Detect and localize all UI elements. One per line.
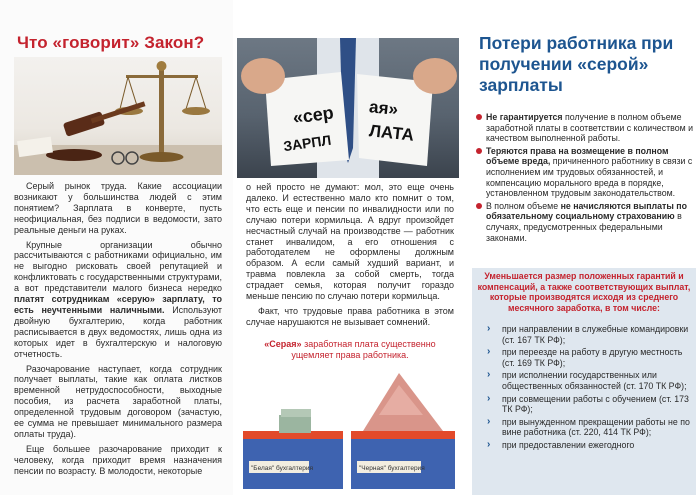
black-accounting-label: "Черная" бухгалтерия bbox=[359, 465, 425, 472]
law-paragraph-2: Крупные организации обычно рассчитываются с работниками официально, им не выгодно рисковать своей репутацией и конфликтовать с государственными структурами, а вот представители малого бизнеса нередко платят сотрудникам «серую» зарплату, то есть неучтенными наличными. Используют двойную бухгалтерию, когда работник расписывается в двух ведомостях, лишь одна из которых идет в бухгалтерскую и налоговую отчетность. bbox=[14, 239, 222, 359]
right-fist-icon bbox=[413, 58, 457, 94]
losses-section-title: Потери работника при получении «серой» зарплаты bbox=[479, 33, 674, 95]
loss-bullet-1: Не гарантируется получение в полном объеме заработной платы в соответствии с количеством и качеством выполненной работы. bbox=[474, 112, 694, 144]
torn-salary-photo bbox=[237, 38, 459, 178]
torn-text-right-top: ая» bbox=[368, 97, 399, 120]
chevron-right-icon: › bbox=[487, 415, 491, 427]
list-item: › при переезде на работу в другую местность (ст. 169 ТК РФ); bbox=[487, 346, 683, 368]
torn-text-right-bottom: ЛАТА bbox=[368, 121, 415, 145]
column-losses bbox=[466, 0, 700, 495]
bullet-dot-icon bbox=[476, 148, 482, 154]
law-paragraph-3: Разочарование наступает, когда сотрудник получает выплаты, такие как оплата листков временной нетрудоспособности, выходные пособия, из расчета заработной платы, определенной трудовым договором (зачастую, ее сумма не превышает минимального размера оплаты труда). bbox=[14, 363, 222, 439]
losses-bullet-list bbox=[474, 112, 694, 245]
loss-bullet-2: Теряются права на возмещение в полном объеме вреда, причиненного работнику в связи с исполнением им трудовых обязанностей, и компенсацию морального вреда в порядке, установленном трудовым законодательством. bbox=[474, 146, 694, 199]
chevron-right-icon: › bbox=[487, 346, 491, 358]
white-accounting-label: "Белая" бухгалтерия bbox=[251, 465, 314, 472]
left-fist-icon bbox=[241, 58, 285, 94]
middle-body-text bbox=[246, 182, 454, 332]
list-item: › при совмещении работы с обучением (ст. 173 ТК РФ); bbox=[487, 392, 689, 415]
guarantees-list bbox=[486, 324, 692, 453]
chevron-right-icon: › bbox=[487, 392, 491, 404]
middle-paragraph-1: о ней просто не думают: мол, это еще очень далеко. И естественно мало кто помнит о том, что есть еще и пенсии по инвалидности или по случаю потери кормильца. А вдруг произойдет несчастный случай на производстве — работник станет инвалидом, а его отношения с работодателем не оформлены должным образом. А если самый худший вариант, и травма повлекла за собой смерть, тогда страдает семья, которая получит гораздо меньше пенсию по случаю потери кормильца. bbox=[246, 182, 454, 302]
chevron-right-icon: › bbox=[487, 438, 491, 450]
bullet-dot-icon bbox=[476, 203, 482, 209]
list-item: › при предоставлении ежегодного bbox=[487, 438, 635, 450]
column-middle bbox=[233, 0, 466, 495]
loss-bullet-3: В полном объеме не начисляются выплаты по обязательному социальному страхованию в случаях, предусмотренных федеральными законами. bbox=[474, 201, 694, 243]
law-paragraph-1: Серый рынок труда. Какие ассоциации возникают у большинства людей с этим понятием? Зарплата в конверте, пусть неофициальная, без подписи в ведомости, зато реальные деньги на руках. bbox=[14, 181, 222, 235]
guarantees-lead-text: Уменьшается размер положенных гарантий и компенсаций, а также соответствующих выплат, которые производятся исходя из среднего месячного заработка, в том числе: bbox=[477, 271, 691, 313]
law-section-title: Что «говорит» Закон? bbox=[17, 33, 205, 52]
scales-gavel-photo bbox=[14, 57, 222, 175]
list-item: › при исполнении государственных или общественных обязанностей (ст. 170 ТК РФ); bbox=[487, 369, 687, 391]
scales-of-justice-icon bbox=[14, 57, 222, 175]
law-paragraph-4: Еще большее разочарование приходит к человеку, когда приходит время назначения пенсии по возрасту. В молодости, некоторые bbox=[14, 443, 222, 476]
torn-text-left-top: «сер bbox=[291, 102, 335, 128]
torn-text-left-bottom: ЗАРПЛ bbox=[282, 131, 333, 155]
law-paragraph-2-bold: платят сотрудникам «серую» зарплату, то есть неучтенными наличными. bbox=[14, 294, 222, 315]
chevron-right-icon: › bbox=[487, 323, 491, 334]
bullet-dot-icon bbox=[476, 114, 482, 120]
list-item: › при вынужденном прекращении работы не по вине работника (ст. 220, 414 ТК РФ); bbox=[487, 415, 690, 438]
column-law bbox=[0, 0, 233, 495]
money-stack-small-icon bbox=[279, 415, 311, 433]
middle-paragraph-2: Факт, что трудовые права работника в этом случае нарушаются не вызывает сомнений. bbox=[246, 305, 454, 327]
chevron-right-icon: › bbox=[487, 369, 491, 381]
money-folders-photo bbox=[239, 365, 461, 495]
law-body-text bbox=[14, 181, 222, 481]
gray-salary-quote: «Серая» заработная плата существенно ущемляет права работника. bbox=[264, 339, 436, 360]
list-item: › при направлении в служебные командировки (ст. 167 ТК РФ); bbox=[487, 323, 689, 345]
